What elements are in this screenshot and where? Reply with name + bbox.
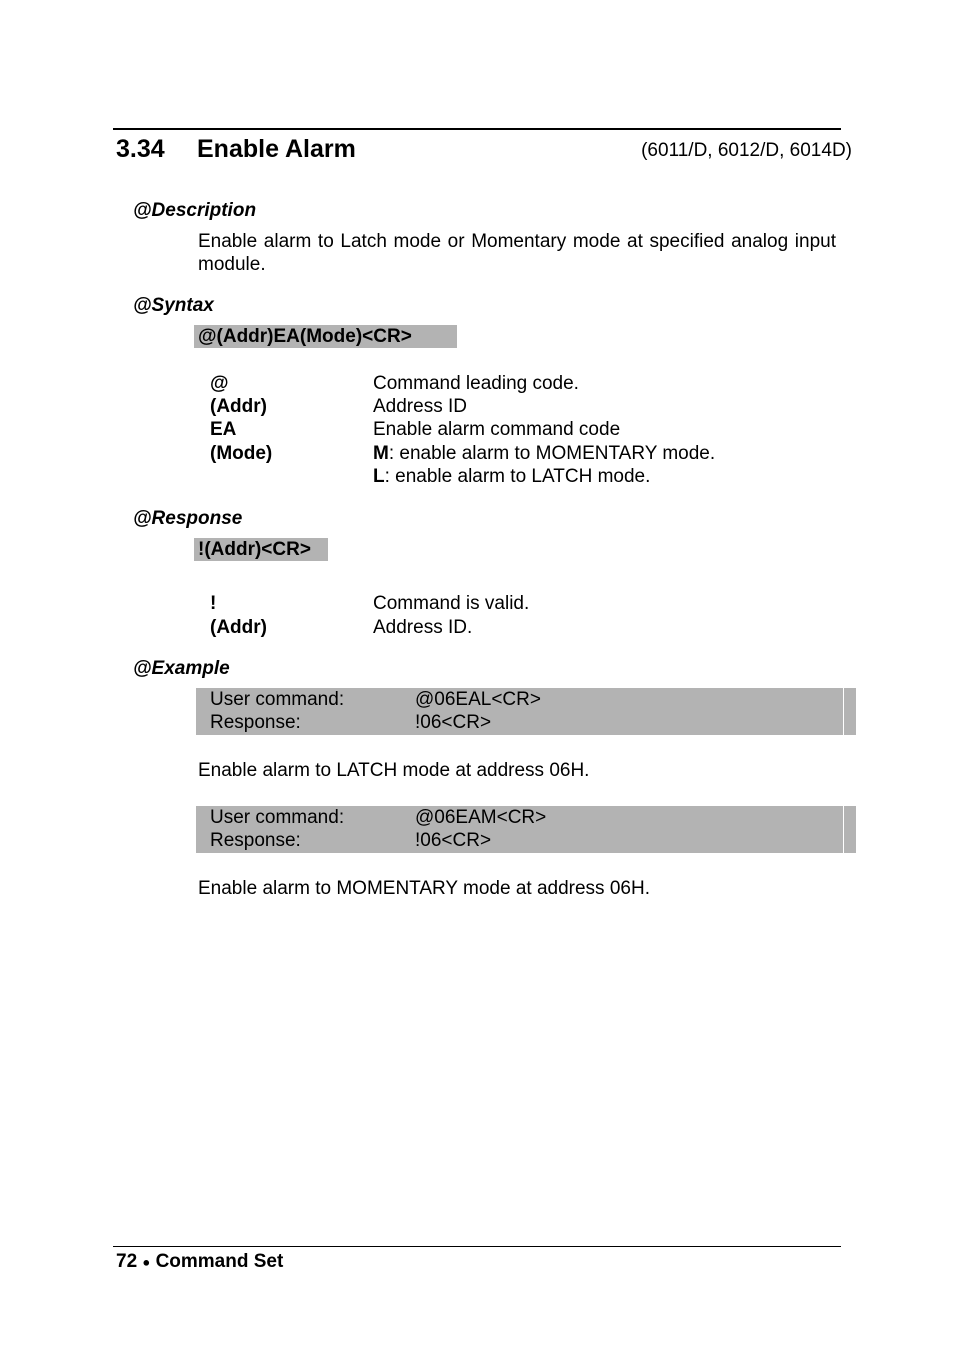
- example-box: [196, 806, 856, 853]
- param-value: Address ID.: [373, 617, 473, 638]
- param-value: [373, 442, 715, 465]
- param-value-bold: L: [373, 466, 385, 487]
- page-number: 72: [116, 1251, 138, 1272]
- top-rule: [113, 128, 841, 130]
- description-text: Enable alarm to Latch mode or Momentary mode at specified analog input module.: [198, 231, 836, 275]
- param-value: Command leading code.: [373, 373, 579, 394]
- syntax-label: @Syntax: [133, 295, 214, 316]
- footer-section: Command Set: [155, 1251, 284, 1272]
- example-row-label: Response:: [210, 830, 301, 851]
- param-value: Enable alarm command code: [373, 419, 621, 440]
- param-key: (Addr): [210, 396, 267, 417]
- param-value-text: : enable alarm to MOMENTARY mode.: [388, 443, 716, 464]
- param-key: EA: [210, 419, 237, 440]
- example-row-label: User command:: [210, 807, 345, 828]
- param-key: (Mode): [210, 443, 273, 464]
- section-title: Enable Alarm: [197, 135, 356, 163]
- example-row-label: User command:: [210, 689, 345, 710]
- page-footer: [116, 1251, 283, 1273]
- section-number: 3.34: [116, 135, 165, 163]
- example-row-value: @06EAM<CR>: [415, 807, 547, 828]
- example-note: Enable alarm to LATCH mode at address 06H.: [198, 760, 590, 781]
- param-value: [373, 465, 650, 488]
- model-list: (6011/D, 6012/D, 6014D): [641, 140, 852, 161]
- example-row-value: !06<CR>: [415, 712, 492, 733]
- param-key: (Addr): [210, 617, 267, 638]
- response-command: !(Addr)<CR>: [194, 538, 328, 561]
- example-divider: [843, 806, 844, 853]
- description-label: @Description: [133, 200, 257, 221]
- example-label: @Example: [133, 658, 230, 679]
- param-value-bold: M: [373, 443, 389, 464]
- example-divider: [843, 688, 844, 735]
- syntax-command: @(Addr)EA(Mode)<CR>: [194, 325, 457, 348]
- bullet-icon: ●: [142, 1254, 151, 1270]
- bottom-rule: [113, 1246, 841, 1247]
- example-row-value: @06EAL<CR>: [415, 689, 541, 710]
- example-note: Enable alarm to MOMENTARY mode at address 06H.: [198, 878, 650, 899]
- example-box: [196, 688, 856, 735]
- param-value: Address ID: [373, 396, 467, 417]
- param-key: @: [210, 373, 229, 394]
- example-row-value: !06<CR>: [415, 830, 492, 851]
- example-row-label: Response:: [210, 712, 301, 733]
- param-key: !: [210, 593, 217, 614]
- param-value-text: : enable alarm to LATCH mode.: [384, 466, 651, 487]
- param-value: Command is valid.: [373, 593, 530, 614]
- response-label: @Response: [133, 508, 243, 529]
